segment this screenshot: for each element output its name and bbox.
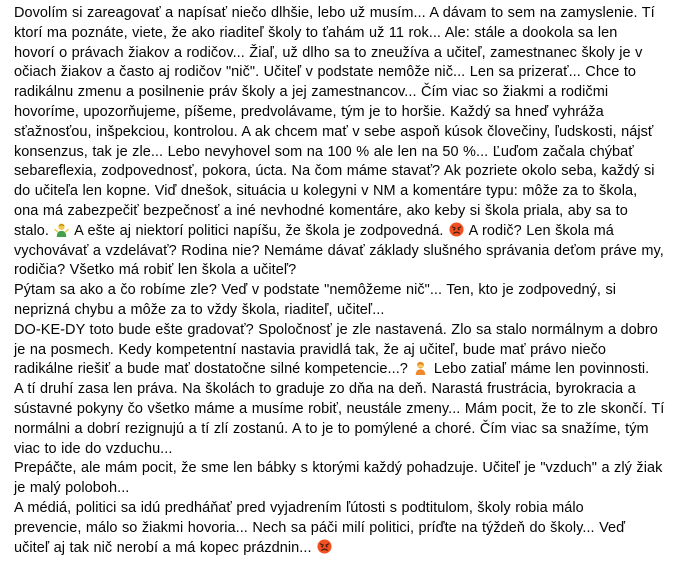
text-line: Dovolím si zareagovať a napísať niečo dlhšie, lebo už musím... A dávam to sem na zamyslenie. Tí: [14, 5, 655, 21]
text-segment: učiteľ aj tak nič nerobí a má kopec prázdnin...: [14, 539, 312, 556]
text-line: hovoríme, upozorňujeme, píšeme, predvolávame, tým je to horšie. Každý sa hneď vyhráža: [14, 103, 604, 120]
text-segment: A rodič? Len škola má: [468, 222, 614, 239]
text-line: konsenzus, tak je zle... Lebo nevyhovel som na 100 % ale len na 50 %... Ľuďom začala chýbať: [14, 143, 634, 160]
text-line: sebareflexia, zodpovednosť, pokora, úcta. Na čom máme stavať? Ak pozriete okolo seba, každý si: [14, 163, 655, 180]
text-line: prevencie, málo so žiakmi hovoria... Nech sa páči milí politici, príďte na týždeň do školy... Veď: [14, 519, 626, 536]
text-line: sústavné pokyny čo všetko máme a musíme robiť, neustále zmeny... Mám pocit, že to zle skončí. Tí: [14, 400, 665, 417]
text-line: Pýtam sa ako a čo robíme zle? Veď v podstate "nemôžeme nič"... Ten, kto je zodpovedný, si: [14, 282, 617, 299]
angry-face-icon: [317, 539, 332, 554]
text-line: do učiteľa len kopne. Viď dnešok, situácia u kolegyni v NM a komentáre typu: môže za to škola,: [14, 183, 638, 200]
text-line: A médiá, politici sa idú predháňať pred vyjadrením ľútosti s podtitulom, školy robia málo: [14, 499, 584, 516]
text-line: normálni a dobrí rezignujú a tí zlí zostanú. A to je to pomýlené a choré. Čím viac sa snažíme, tým: [14, 420, 649, 437]
text-line: [14, 360, 670, 380]
text-line: ktorí ma poznáte, viete, že ako riaditeľ školy to ťahám už 11 rok... Ale: stále a dookola sa len: [14, 24, 618, 41]
text-segment: radikálne riešiť a bude mať dostatočne silné kompetencie...?: [14, 361, 408, 378]
text-line: hovorí o právach žiakov a rodičov... Žiaľ, už dlho sa to zneužíva a učiteľ, zamestnanec školy je v: [14, 44, 643, 61]
text-line: rodičia? Všetko má robiť len škola a učiteľ?: [14, 262, 297, 279]
person-shrugging-icon: [54, 222, 69, 237]
paragraph-2: [14, 281, 670, 321]
text-line: viac to ide do vzduchu...: [14, 440, 173, 457]
text-line: vychovávať a vzdelávať? Rodina nie? Nemáme dávať základy slušného správania deťom práve my,: [14, 242, 664, 259]
text-line: je na posmech. Kedy kompetentní nastavia pravidlá tak, že aj učiteľ, bude mať právo niečo: [14, 341, 606, 358]
text-line: Prepáčte, ale mám pocit, že sme len bábky s ktorými každý pohadzuje. Učiteľ je "vzduch" a zlý žiak: [14, 460, 663, 477]
text-line: DO-KE-DY toto bude ešte gradovať? Spoločnosť je zle nastavená. Zlo sa stalo normálnym a dobro: [14, 321, 658, 338]
angry-face-icon: [449, 222, 464, 237]
paragraph-4: [14, 459, 670, 499]
text-line: A tí druhí zasa len práva. Na školách to graduje zo dňa na deň. Narastá frustrácia, byrokracia a: [14, 381, 636, 398]
text-line: očiach žiakov a často aj rodičov "nič". Učiteľ v podstate nemôže nič... Len sa prizerať... Chce to: [14, 64, 637, 81]
paragraph-5: [14, 499, 670, 558]
text-line: neprizná chybu a môže za to vždy škola, riaditeľ, učiteľ...: [14, 301, 385, 318]
text-line: je malý poloboh...: [14, 480, 130, 497]
text-segment: stalo.: [14, 222, 49, 239]
text-line: [14, 539, 670, 559]
text-segment: A ešte aj niektorí politici napíšu, že škola je zodpovedná.: [74, 222, 444, 239]
text-segment: Lebo zatiaľ máme len povinnosti.: [433, 361, 650, 378]
paragraph-3: [14, 321, 670, 460]
text-line: ona má zabezpečiť bezpečnosť a iné nevhodné komentáre, ako keby si škola priala, aby sa to: [14, 202, 628, 219]
text-line: sťažnosťou, inšpekciou, kontrolou. A ak chcem mať v sebe aspoň kúsok človečiny, ľudskosti, nájsť: [14, 123, 654, 140]
paragraph-1: [14, 4, 670, 281]
person-facepalming-icon: [413, 360, 428, 375]
text-line: radikálnu zmenu a posilnenie práv školy a jej zamestnancov... Čím viac so žiakmi a rodičmi: [14, 84, 609, 101]
text-line: [14, 222, 670, 242]
